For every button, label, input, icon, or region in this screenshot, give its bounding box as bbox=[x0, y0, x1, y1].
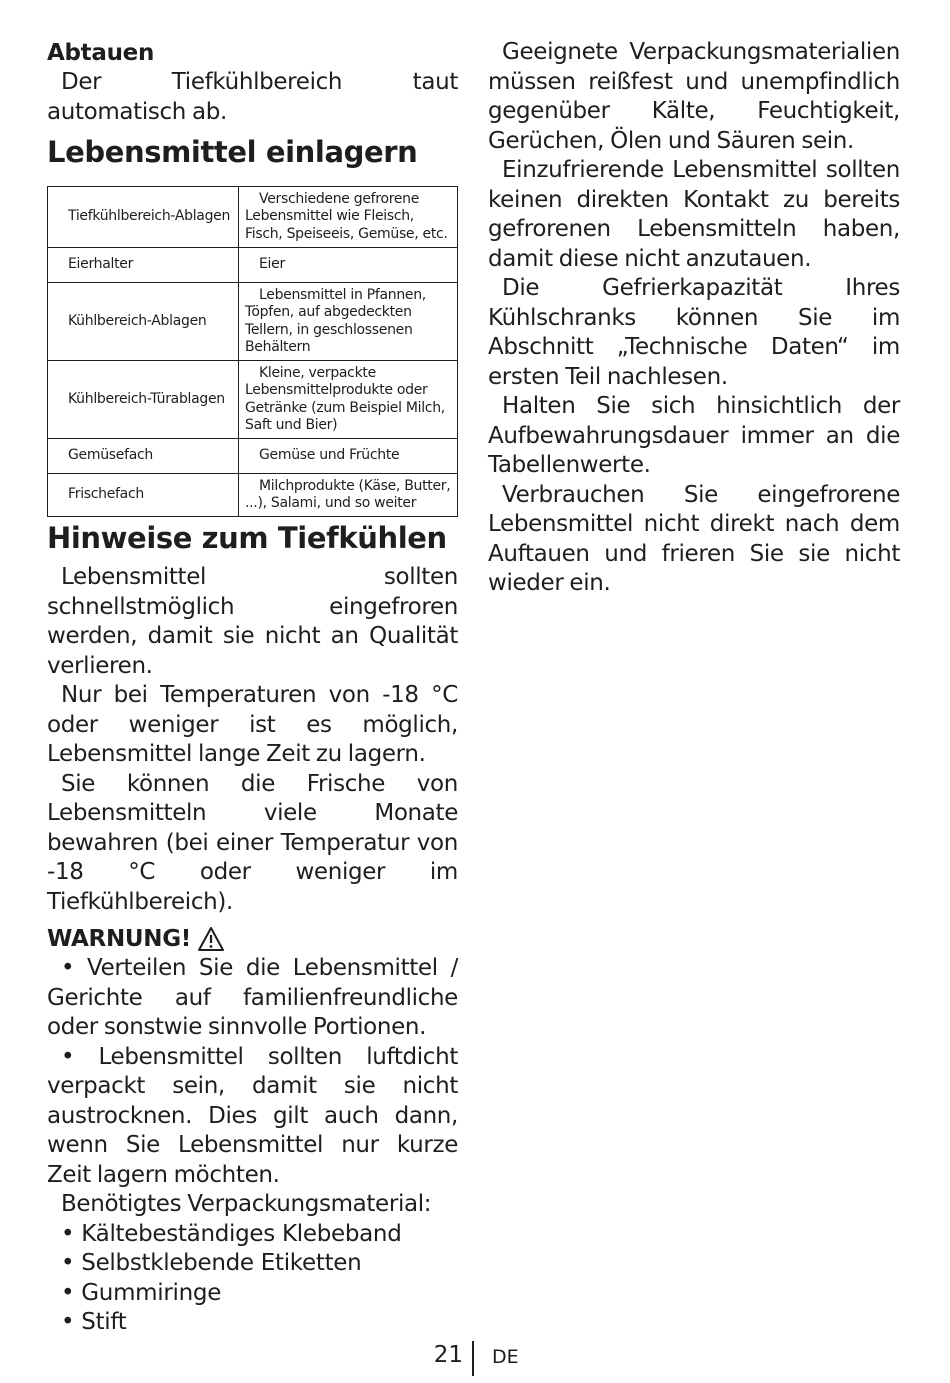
table-cell-content: Kleine, verpackte Lebensmittelprodukte oder Getränke (zum Beispiel Milch, Saft und Bier) bbox=[239, 361, 458, 439]
list-item: • Stift bbox=[61, 1309, 127, 1335]
table-cell-content: Milchprodukte (Käse, Butter, ...), Salami, und so weiter bbox=[239, 474, 458, 517]
table-row bbox=[48, 248, 458, 283]
table-cell-content: Lebensmittel in Pfannen, Töpfen, auf abgedeckten Tellern, in geschlossenen Behältern bbox=[239, 283, 458, 361]
page-footer bbox=[0, 1340, 950, 1376]
abtauen-heading: Abtauen bbox=[47, 40, 155, 66]
tiefkuehlen-heading: Hinweise zum Tiefkühlen bbox=[47, 521, 447, 555]
warning-heading bbox=[47, 924, 458, 954]
einlagern-heading: Lebensmittel einlagern bbox=[47, 135, 418, 169]
materials-list bbox=[47, 1220, 458, 1338]
table-cell-content: Eier bbox=[239, 248, 458, 283]
tiefkuehlen-paragraph: Lebensmittel sollten schnellstmöglich eingefroren werden, damit sie nicht an Qualität verlieren. bbox=[47, 564, 458, 679]
table-row bbox=[48, 361, 458, 439]
table-cell-area: Kühlbereich-Ablagen bbox=[48, 283, 239, 361]
table-cell-area: Frischefach bbox=[48, 474, 239, 517]
left-column bbox=[47, 38, 458, 1338]
right-paragraph: Geeignete Verpackungsmaterialien müssen reißfest und unempfindlich gegenüber Kälte, Feuchtigkeit, Gerüchen, Ölen und Säuren sein. bbox=[488, 39, 900, 154]
table-row bbox=[48, 283, 458, 361]
language-label: DE bbox=[492, 1346, 519, 1368]
warning-bullet: • Verteilen Sie die Lebensmittel / Gerichte auf familienfreundliche oder sonstwie sinnvolle Portionen. bbox=[47, 955, 458, 1040]
right-paragraph: Verbrauchen Sie eingefrorene Lebensmittel nicht direkt nach dem Auftauen und frieren Sie sie nicht wieder ein. bbox=[488, 481, 900, 596]
right-column bbox=[488, 38, 900, 599]
right-paragraph: Einzufrierende Lebensmittel sollten keinen direkten Kontakt zu bereits gefrorenen Lebensmitteln haben, damit diese nicht anzutauen. bbox=[488, 157, 900, 272]
tiefkuehlen-paragraph: Sie können die Frische von Lebensmitteln viele Monate bewahren (bei einer Temperatur von -18 °C oder weniger im Tiefkühlbereich). bbox=[47, 770, 458, 915]
footer-divider bbox=[472, 1341, 474, 1376]
table-cell-content: Gemüse und Früchte bbox=[239, 439, 458, 474]
storage-table bbox=[47, 186, 458, 517]
list-item: • Kältebeständiges Klebeband bbox=[61, 1220, 402, 1247]
list-item: • Gummiringe bbox=[61, 1279, 222, 1306]
table-row bbox=[48, 474, 458, 517]
table-cell-area: Gemüsefach bbox=[48, 439, 239, 474]
page-number: 21 bbox=[433, 1342, 463, 1368]
list-item: • Selbstklebende Etiketten bbox=[61, 1250, 362, 1276]
table-row bbox=[48, 187, 458, 248]
warning-triangle-icon bbox=[197, 926, 225, 952]
table-cell-area: Tiefkühlbereich-Ablagen bbox=[48, 187, 239, 248]
table-row bbox=[48, 439, 458, 474]
table-cell-area: Kühlbereich-Türablagen bbox=[48, 361, 239, 439]
abtauen-text: Der Tiefkühlbereich taut automatisch ab. bbox=[47, 69, 458, 125]
warning-label: WARNUNG! bbox=[47, 926, 191, 952]
right-paragraph: Die Gefrierkapazität Ihres Kühlschranks können Sie im Abschnitt „Technische Daten“ im ersten Teil nachlesen. bbox=[488, 275, 900, 390]
materials-intro: Benötigtes Verpackungsmaterial: bbox=[61, 1191, 432, 1217]
tiefkuehlen-paragraph: Nur bei Temperaturen von -18 °C oder weniger ist es möglich, Lebensmittel lange Zeit zu lagern. bbox=[47, 682, 458, 767]
right-paragraph: Halten Sie sich hinsichtlich der Aufbewahrungsdauer immer an die Tabellenwerte. bbox=[488, 393, 900, 478]
table-cell-content: Verschiedene gefrorene Lebensmittel wie Fleisch, Fisch, Speiseeis, Gemüse, etc. bbox=[239, 187, 458, 248]
warning-bullet: • Lebensmittel sollten luftdicht verpackt sein, damit sie nicht austrocknen. Dies gilt auch dann, wenn Sie Lebensmittel nur kurze Zeit lagern möchten. bbox=[47, 1043, 458, 1188]
table-cell-area: Eierhalter bbox=[48, 248, 239, 283]
